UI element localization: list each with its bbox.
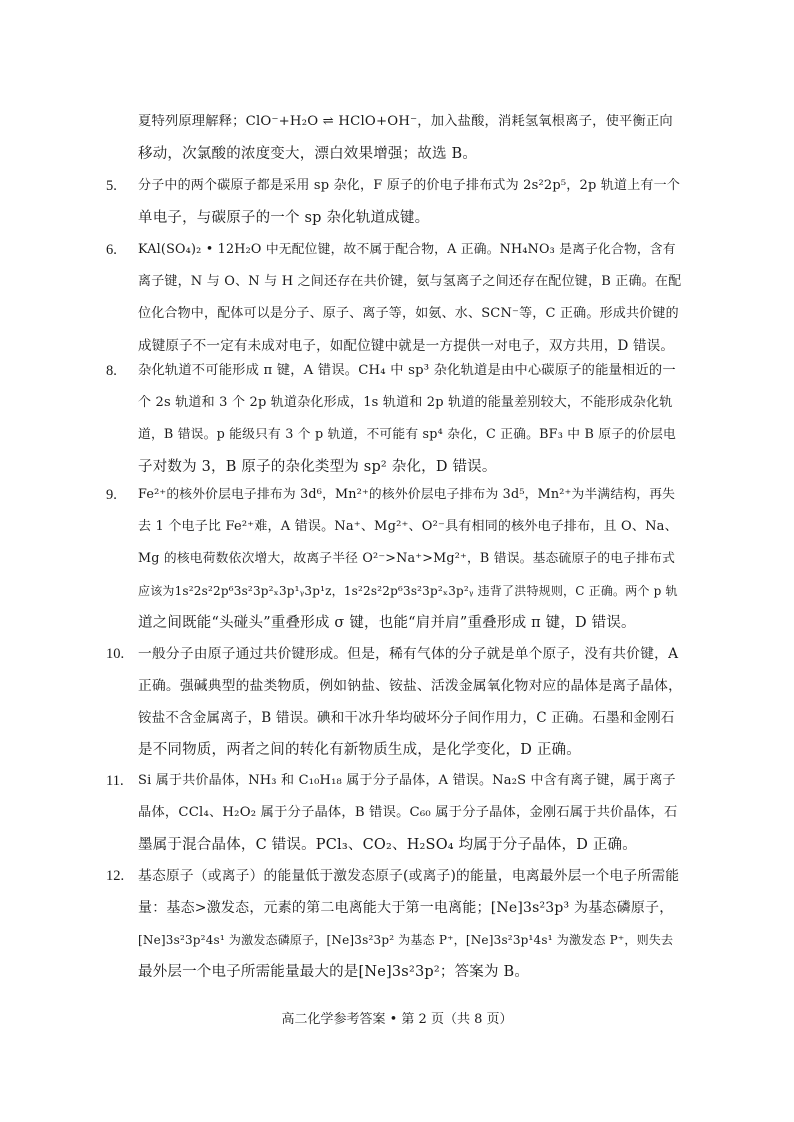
answer-6 — [138, 234, 682, 362]
text-line: 移动，次氯酸的浓度变大，漂白效果增强；故选 B。 — [138, 146, 478, 162]
text-line: 位化合物中，配体可以是分子、原子、离子等，如氨、水、SCN⁻等，C 正确。形成共价键的 — [138, 306, 679, 321]
answer-12 — [138, 860, 682, 988]
text-line: 夏特列原理解释；ClO⁻+H₂O ⇌ HClO+OH⁻，加入盐酸，消耗氢氧根离子，使平衡正向 — [138, 114, 673, 129]
question-number-11: 11. — [106, 773, 124, 789]
text-line: 成键原子不一定有未成对电子，如配位键中就是一方提供一对电子，双方共用，D 错误。 — [138, 338, 675, 354]
text-line: 单电子，与碳原子的一个 sp 杂化轨道成键。 — [138, 210, 430, 226]
text-line: 晶体，CCl₄、H₂O₂ 属于分子晶体，B 错误。C₆₀ 属于分子晶体，金刚石属于共价晶体，石 — [138, 805, 678, 820]
text-line: 铵盐不含金属离子，B 错误。碘和干冰升华均破坏分子间作用力，C 正确。石墨和金刚石 — [138, 710, 675, 726]
question-number-9: 9. — [106, 487, 117, 503]
answer-5 — [138, 170, 682, 234]
text-line: 分子中的两个碳原子都是采用 sp 杂化，F 原子的价电子排布式为 2s²2p⁵，2p 轨道上有一个 — [138, 178, 681, 193]
text-line: Mg 的核电荷数依次增大，故离子半径 O²⁻>Na⁺>Mg²⁺，B 错误。基态硫原子的电子排布式 — [138, 551, 676, 566]
page-footer: 高二化学参考答案 • 第 2 页（共 8 页） — [281, 1012, 513, 1027]
text-line: KAl(SO₄)₂ • 12H₂O 中无配位键，故不属于配合物，A 正确。NH₄NO₃ 是离子化合物，含有 — [138, 242, 676, 257]
text-line: 子对数为 3，B 原子的杂化类型为 sp² 杂化，D 错误。 — [138, 459, 497, 475]
answer-8 — [138, 355, 682, 483]
answer-11 — [138, 765, 682, 861]
text-line: 墨属于混合晶体，C 错误。PCl₃、CO₂、H₂SO₄ 均属于分子晶体，D 正确。 — [138, 837, 637, 853]
text-line: 道之间既能“头碰头”重叠形成 σ 键，也能“肩并肩”重叠形成 π 键，D 错误。 — [138, 615, 636, 631]
text-line: 个 2s 轨道和 3 个 2p 轨道杂化形成，1s 轨道和 2p 轨道的能量差别较大，不能形成杂化轨 — [138, 395, 673, 410]
question-number-10: 10. — [106, 646, 125, 662]
text-line: Si 属于共价晶体，NH₃ 和 C₁₀H₁₈ 属于分子晶体，A 错误。Na₂S 中含有离子键，属于离子 — [138, 773, 676, 788]
text-line: 正确。强碱典型的盐类物质，例如钠盐、铵盐、活泼金属氧化物对应的晶体是离子晶体， — [138, 678, 683, 694]
text-line: 基态原子（或离子）的能量低于激发态原子(或离子)的能量，电离最外层一个电子所需能 — [138, 868, 680, 884]
question-number-5: 5. — [106, 178, 117, 194]
text-line: 一般分子由原子通过共价键形成。但是，稀有气体的分子就是单个原子，没有共价键，A — [138, 646, 679, 662]
question-number-12: 12. — [106, 868, 125, 884]
question-number-8: 8. — [106, 363, 117, 379]
question-number-6: 6. — [106, 242, 117, 258]
text-line: 道，B 错误。p 能级只有 3 个 p 轨道，不可能有 sp⁴ 杂化，C 正确。BF₃ 中 B 原子的价层电 — [138, 427, 677, 442]
text-line: 应该为1s²2s²2p⁶3s²3p²ₓ3p¹ᵧ3p¹z，1s²2s²2p⁶3s²3p²ₓ3p²ᵧ 违背了洪特规则，C 正确。两个 p 轨 — [138, 584, 678, 598]
text-line: 是不同物质，两者之间的转化有新物质生成，是化学变化，D 正确。 — [138, 742, 581, 758]
text-line: 杂化轨道不可能形成 π 键，A 错误。CH₄ 中 sp³ 杂化轨道是由中心碳原子的能量相近的一 — [138, 363, 676, 378]
text-line: 最外层一个电子所需能量最大的是[Ne]3s²3p²；答案为 B。 — [138, 964, 530, 980]
text-line: Fe²⁺的核外价层电子排布为 3d⁶，Mn²⁺的核外价层电子排布为 3d⁵，Mn²⁺为半满结构，再失 — [138, 487, 676, 502]
answer-9 — [138, 479, 682, 639]
answer-10 — [138, 638, 682, 766]
text-line: 去 1 个电子比 Fe²⁺难，A 错误。Na⁺、Mg²⁺、O²⁻具有相同的核外电子排布，且 O、Na、 — [138, 519, 678, 534]
intro-paragraph — [138, 106, 682, 170]
text-line: 量：基态>激发态，元素的第二电离能大于第一电离能；[Ne]3s²3p³ 为基态磷原子， — [138, 900, 674, 916]
text-line: 离子键，N 与 O、N 与 H 之间还存在共价键，氨与氢离子之间还存在配位键，B 正确。在配 — [138, 274, 682, 289]
text-line: [Ne]3s²3p²4s¹ 为激发态磷原子，[Ne]3s²3p² 为基态 P⁺，[Ne]3s²3p¹4s¹ 为激发态 P⁺，则失去 — [138, 933, 674, 947]
